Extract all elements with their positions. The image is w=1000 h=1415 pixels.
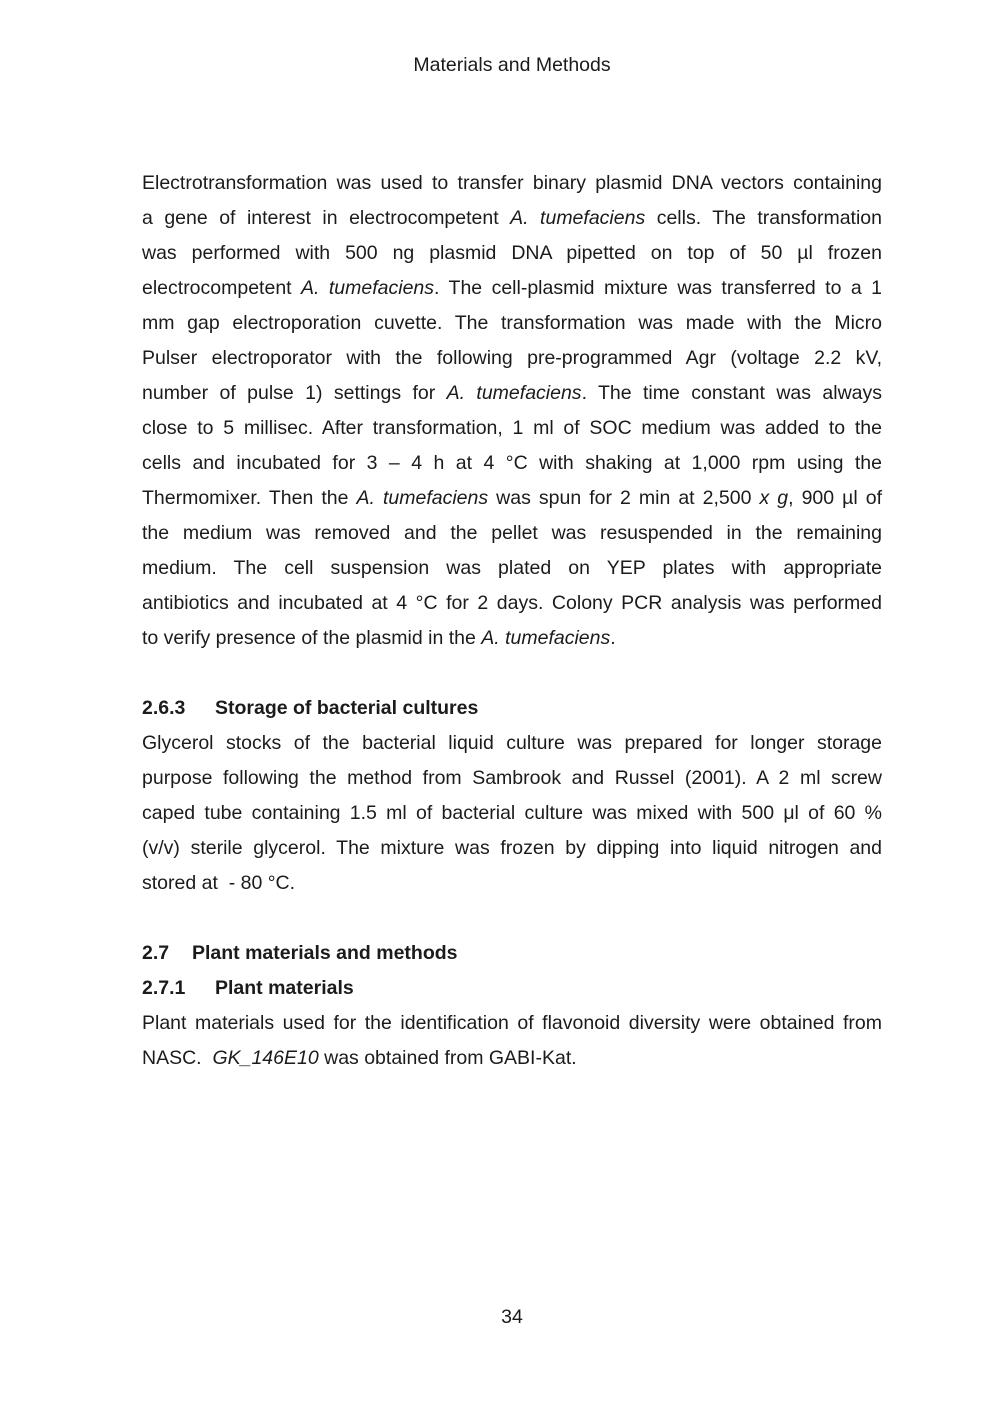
section-heading-2-7 bbox=[142, 936, 882, 971]
text-line: caped tube containing 1.5 ml of bacterial culture was mixed with 500 μl of 60 % bbox=[142, 802, 882, 824]
text-line: number of pulse 1) settings for A. tumefaciens. The time constant was always bbox=[142, 382, 882, 404]
text-line: medium. The cell suspension was plated on YEP plates with appropriate bbox=[142, 557, 882, 579]
section-heading-2-6-3 bbox=[142, 691, 882, 726]
section-title: Storage of bacterial cultures bbox=[215, 697, 479, 719]
text-line: Plant materials used for the identification of flavonoid diversity were obtained from bbox=[142, 1012, 882, 1034]
text-line: Glycerol stocks of the bacterial liquid culture was prepared for longer storage bbox=[142, 732, 882, 754]
spacer bbox=[142, 901, 882, 936]
text-line: to verify presence of the plasmid in the A. tumefaciens. bbox=[142, 627, 616, 649]
text-line: Thermomixer. Then the A. tumefaciens was spun for 2 min at 2,500 x g, 900 µl of bbox=[142, 487, 883, 509]
section-heading-2-7-1 bbox=[142, 971, 882, 1006]
section-number: 2.7.1 bbox=[142, 977, 186, 999]
running-header: Materials and Methods bbox=[413, 54, 611, 76]
text-line: stored at - 80 °C. bbox=[142, 872, 296, 894]
page-number: 34 bbox=[501, 1306, 523, 1328]
text-line: a gene of interest in electrocompetent A. tumefaciens cells. The transformation bbox=[142, 207, 882, 229]
text-line: the medium was removed and the pellet was resuspended in the remaining bbox=[142, 522, 882, 544]
text-line: close to 5 millisec. After transformation, 1 ml of SOC medium was added to the bbox=[142, 417, 882, 439]
text-line: purpose following the method from Sambrook and Russel (2001). A 2 ml screw bbox=[142, 767, 882, 789]
section-number: 2.6.3 bbox=[142, 697, 186, 719]
text-line: was performed with 500 ng plasmid DNA pipetted on top of 50 µl frozen bbox=[142, 242, 882, 264]
section-number: 2.7 bbox=[142, 942, 170, 964]
text-line: electrocompetent A. tumefaciens. The cell-plasmid mixture was transferred to a 1 bbox=[142, 277, 882, 299]
text-line: cells and incubated for 3 – 4 h at 4 °C with shaking at 1,000 rpm using the bbox=[142, 452, 882, 474]
text-line: mm gap electroporation cuvette. The transformation was made with the Micro bbox=[142, 312, 882, 334]
paragraph-storage bbox=[142, 726, 882, 901]
section-title: Plant materials bbox=[215, 977, 354, 999]
text-line: Electrotransformation was used to transfer binary plasmid DNA vectors containing bbox=[142, 172, 882, 194]
text-block bbox=[142, 166, 882, 1076]
paragraph-electrotransformation bbox=[142, 166, 882, 656]
text-line: (v/v) sterile glycerol. The mixture was frozen by dipping into liquid nitrogen and bbox=[142, 837, 882, 859]
section-title: Plant materials and methods bbox=[192, 942, 458, 964]
text-line: Pulser electroporator with the following pre-programmed Agr (voltage 2.2 kV, bbox=[142, 347, 882, 369]
text-line: antibiotics and incubated at 4 °C for 2 days. Colony PCR analysis was performed bbox=[142, 592, 882, 614]
text-line: NASC. GK_146E10 was obtained from GABI-Kat. bbox=[142, 1047, 577, 1069]
paragraph-plant-materials bbox=[142, 1006, 882, 1076]
spacer bbox=[142, 656, 882, 691]
